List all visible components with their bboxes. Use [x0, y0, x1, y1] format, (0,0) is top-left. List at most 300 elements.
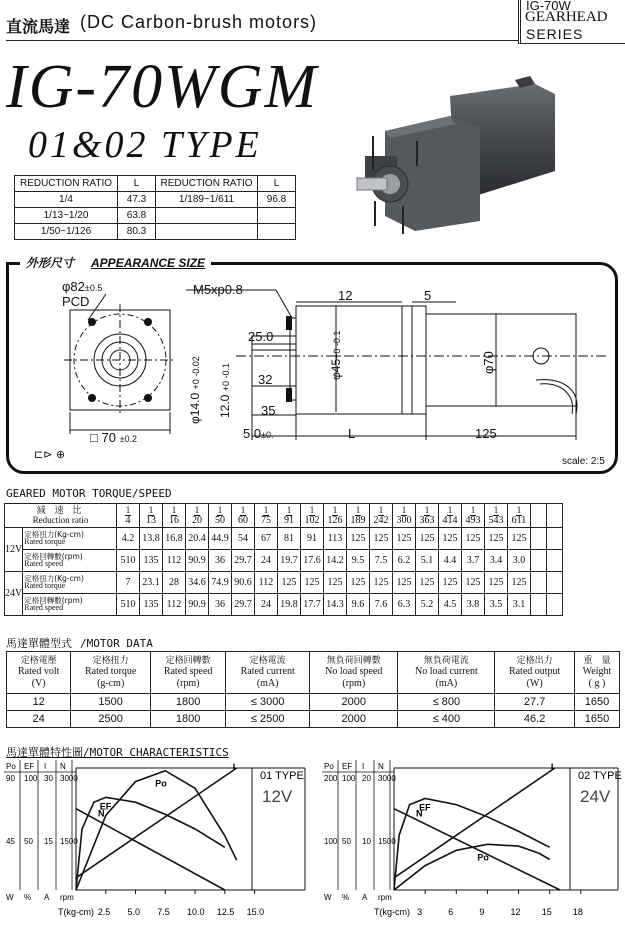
ratio-numerator: 1 — [332, 505, 338, 515]
table-cell: 125 — [370, 528, 393, 550]
table-cell — [258, 224, 296, 240]
table-cell: 28 — [163, 572, 186, 594]
projection-icon: ⊏⊳ ⊕ — [34, 448, 66, 461]
series-label-po: Po — [477, 852, 489, 863]
dim-key12: 12.0 +0 -0.1 — [218, 363, 232, 418]
table-cell: 1/50~1/126 — [15, 224, 118, 240]
axis-top-label: 200 — [324, 774, 338, 783]
motor-header-en: Rated volt — [18, 666, 60, 678]
ratio-fraction — [466, 506, 481, 526]
motor-header-unit: (rpm) — [342, 677, 366, 689]
table-cell: 125 — [508, 528, 531, 550]
characteristics-title-en: /MOTOR CHARACTERISTICS — [83, 746, 229, 759]
table-cell: 2000 — [310, 711, 398, 728]
voltage-cell: 12V — [5, 528, 23, 572]
table-cell-empty — [547, 550, 563, 572]
ratio-header-3: REDUCTION RATIO — [156, 176, 258, 192]
table-cell: 1800 — [150, 694, 225, 711]
motor-header-unit: (V) — [31, 677, 46, 689]
ratio-cell — [462, 504, 485, 528]
dim-25: 25.0 — [248, 329, 274, 344]
table-cell: 1800 — [150, 711, 225, 728]
table-cell: 12 — [7, 694, 71, 711]
table-cell: 90.6 — [232, 572, 255, 594]
dim-screw: M5xp0.8 — [193, 282, 243, 297]
table-cell: 46.2 — [495, 711, 575, 728]
motor-photo — [355, 76, 570, 236]
row-label-zh: 定格扭力(Kg-cm) — [24, 529, 84, 539]
ratio-fraction — [215, 506, 225, 526]
table-cell: 7.5 — [370, 550, 393, 572]
table-cell: 1500 — [71, 694, 151, 711]
table-row — [15, 208, 296, 224]
motor-header-zh: 定格電壓 — [20, 655, 57, 666]
axis-mid-label: 1500 — [60, 837, 78, 846]
header — [0, 0, 625, 46]
table-cell: 17.7 — [301, 594, 324, 616]
table-cell: 4.2 — [117, 528, 140, 550]
axis-header-label: EF — [342, 762, 353, 771]
table-cell-empty — [531, 594, 547, 616]
table-cell: 125 — [393, 528, 416, 550]
ratio-denominator: 300 — [396, 515, 412, 526]
table-cell: 80.3 — [118, 224, 156, 240]
table-cell: 19.7 — [278, 550, 301, 572]
table-cell: 125 — [324, 572, 347, 594]
dim-boss45: φ45+0 -0.1 — [329, 330, 343, 380]
series-label-ef: EF — [419, 802, 431, 813]
table-cell: 7 — [117, 572, 140, 594]
axis-header-label: EF — [24, 762, 35, 771]
axis-unit-label: A — [362, 893, 368, 902]
motor-data-title-zh: 馬達單體型式 — [6, 637, 72, 650]
motor-header-en: No load current — [415, 666, 478, 678]
table-cell: 81 — [278, 528, 301, 550]
scale-label: scale: 2:5 — [562, 456, 605, 467]
appearance-title-en: APPEARANCE SIZE — [91, 256, 206, 270]
ratio-numerator: 1 — [194, 505, 200, 515]
type-title: 01&02 TYPE — [28, 124, 262, 166]
table-cell-empty — [547, 594, 563, 616]
table-cell: ≤ 2500 — [226, 711, 310, 728]
table-cell: 125 — [462, 528, 485, 550]
ratio-denominator: 20 — [192, 515, 202, 526]
table-cell: 125 — [347, 572, 370, 594]
axis-header-label: I — [44, 762, 47, 771]
ratio-numerator: 1 — [171, 505, 177, 515]
table-cell: 74.9 — [209, 572, 232, 594]
table-cell: 4.4 — [439, 550, 462, 572]
table-cell: 3.5 — [485, 594, 508, 616]
table-row — [5, 550, 563, 572]
motor-header-cell — [71, 652, 151, 694]
ratio-empty — [547, 504, 563, 528]
motor-header-en: Rated current — [240, 666, 295, 678]
ratio-fraction — [125, 506, 132, 526]
x-axis-label: T(kg-cm) — [374, 907, 410, 917]
ratio-fraction — [238, 506, 248, 526]
motor-header-cell — [310, 652, 398, 694]
chart-frame — [394, 768, 570, 890]
table-cell: 5.2 — [416, 594, 439, 616]
table-cell: 125 — [416, 528, 439, 550]
dim-5: 5 — [424, 288, 432, 303]
ratio-denominator: 363 — [419, 515, 435, 526]
table-cell-empty — [531, 572, 547, 594]
row-label-zh: 定格回轉數(rpm) — [24, 595, 83, 605]
ratio-cell — [508, 504, 531, 528]
axis-top-label: 3000 — [378, 774, 396, 783]
ratio-cell — [416, 504, 439, 528]
table-cell: 5.1 — [416, 550, 439, 572]
table-cell: 125 — [439, 572, 462, 594]
ratio-cell — [324, 504, 347, 528]
table-cell: 19.8 — [278, 594, 301, 616]
table-cell: 2500 — [71, 711, 151, 728]
ratio-numerator: 1 — [378, 505, 384, 515]
ratio-empty — [531, 504, 547, 528]
ratio-denominator: 189 — [350, 515, 366, 526]
table-cell: 125 — [508, 572, 531, 594]
model-title: IG-70WGM — [6, 53, 319, 121]
table-cell: 125 — [439, 528, 462, 550]
table-cell: 20.4 — [186, 528, 209, 550]
row-label-en: Rated speed — [24, 559, 64, 569]
motor-header-zh: 無負荷電流 — [423, 655, 469, 666]
motor-header-zh: 重 量 — [583, 655, 611, 666]
motor-data-header — [7, 652, 620, 694]
table-cell: 125 — [485, 572, 508, 594]
ratio-fraction — [351, 506, 366, 526]
dim-125: 125 — [475, 426, 497, 441]
series-label-po: Po — [155, 778, 167, 789]
axis-header-label: N — [378, 762, 384, 771]
table-row — [7, 711, 620, 728]
series-label-n: N — [98, 808, 105, 819]
table-cell: 29.7 — [232, 594, 255, 616]
table-cell: 3.7 — [462, 550, 485, 572]
ratio-cell — [140, 504, 163, 528]
row-label — [23, 550, 117, 572]
axis-unit-label: A — [44, 893, 50, 902]
axis-header-label: I — [362, 762, 365, 771]
table-cell-empty — [531, 528, 547, 550]
table-cell: 17.6 — [301, 550, 324, 572]
chart-title: 02 TYPE — [578, 770, 622, 782]
axis-unit-label: W — [324, 893, 332, 902]
ratio-numerator: 1 — [286, 505, 292, 515]
ratio-denominator: 414 — [442, 515, 458, 526]
series-line-n — [76, 809, 225, 890]
dim-32: 32 — [258, 372, 273, 387]
series-label-i: I — [550, 762, 554, 772]
table-cell: 24 — [255, 594, 278, 616]
table-cell: 24 — [7, 711, 71, 728]
ratio-numerator: 1 — [263, 505, 269, 515]
ratio-numerator: 1 — [125, 505, 131, 515]
table-cell: 23.1 — [140, 572, 163, 594]
characteristics-title — [6, 744, 229, 760]
ratio-fraction — [169, 506, 179, 526]
ratio-denominator: 242 — [373, 515, 389, 526]
motor-header-cell — [7, 652, 71, 694]
characteristics-chart-01 — [4, 760, 309, 920]
motor-header-unit: (mA) — [435, 677, 458, 689]
table-cell: 125 — [347, 528, 370, 550]
axis-top-label: 90 — [6, 774, 15, 783]
table-cell: 91 — [301, 528, 324, 550]
ratio-fraction — [284, 506, 294, 526]
axis-unit-label: rpm — [60, 893, 74, 902]
ratio-numerator: 1 — [447, 505, 453, 515]
ratio-fraction — [146, 506, 156, 526]
ratio-denominator: 16 — [169, 515, 179, 526]
ratio-denominator: 91 — [284, 515, 294, 526]
table-cell: 112 — [163, 550, 186, 572]
axis-top-label: 20 — [362, 774, 371, 783]
ratio-fraction — [305, 506, 320, 526]
x-tick-label: 12.5 — [216, 907, 235, 917]
ratio-label-en: Reduction ratio — [32, 514, 89, 525]
table-cell-empty — [547, 572, 563, 594]
table-cell: 47.3 — [118, 192, 156, 208]
table-row — [5, 504, 563, 528]
dim-12: 12 — [338, 288, 353, 303]
x-tick-label: 9 — [479, 907, 485, 917]
motor-header-unit: (rpm) — [176, 677, 200, 689]
ratio-cell — [370, 504, 393, 528]
axis-header-label: Po — [6, 762, 16, 771]
chart-subtitle: 24V — [580, 787, 611, 806]
dim-L: L — [348, 426, 356, 441]
motor-header-unit: (g-cm) — [97, 677, 125, 689]
ratio-cell — [163, 504, 186, 528]
ratio-cell — [347, 504, 370, 528]
ratio-numerator: 1 — [470, 505, 476, 515]
ratio-fraction — [192, 506, 202, 526]
table-cell: 135 — [140, 550, 163, 572]
axis-top-label: 3000 — [60, 774, 78, 783]
motor-header-zh: 定格電流 — [249, 655, 286, 666]
ratio-cell — [439, 504, 462, 528]
x-tick-label: 15 — [541, 907, 552, 917]
ratio-cell — [255, 504, 278, 528]
table-row — [5, 594, 563, 616]
table-cell-empty — [531, 550, 547, 572]
ratio-denominator: 75 — [261, 515, 271, 526]
dim-70: φ70 — [481, 351, 496, 374]
motor-header-zh: 定格扭力 — [92, 655, 129, 666]
table-cell: 6.2 — [393, 550, 416, 572]
series-line-po — [394, 844, 550, 890]
ratio-table — [14, 175, 296, 240]
motor-header-zh: 定格出力 — [516, 655, 553, 666]
table-cell — [156, 224, 258, 240]
table-cell: 510 — [117, 594, 140, 616]
series-line-i — [394, 768, 555, 878]
table-cell: 63.8 — [118, 208, 156, 224]
axis-unit-label: % — [24, 893, 32, 902]
table-cell: 125 — [462, 572, 485, 594]
x-tick-label: 10.0 — [187, 907, 205, 917]
ratio-cell — [232, 504, 255, 528]
table-row — [5, 572, 563, 594]
motor-header-cell — [574, 652, 619, 694]
motor-header-cell — [495, 652, 575, 694]
ratio-cell — [485, 504, 508, 528]
ratio-denominator: 126 — [327, 515, 343, 526]
dim-shaft14: φ14.0 +0 -0.02 — [188, 356, 202, 424]
axis-mid-label: 50 — [24, 837, 33, 846]
axis-unit-label: rpm — [378, 893, 392, 902]
characteristics-title-zh: 馬達單體特性圖 — [6, 746, 83, 759]
chart-subtitle: 12V — [262, 787, 293, 806]
motor-header-en: Weight — [582, 666, 612, 678]
series-label-n: N — [416, 808, 423, 819]
motor-header-zh: 無負荷回轉數 — [326, 655, 381, 666]
table-cell: 135 — [140, 594, 163, 616]
row-label-en: Rated speed — [24, 603, 64, 613]
table-row — [15, 224, 296, 240]
table-cell: 3.1 — [508, 594, 531, 616]
ratio-numerator: 1 — [516, 505, 522, 515]
series-label-i: I — [232, 762, 236, 772]
table-cell: ≤ 800 — [398, 694, 495, 711]
dim-5b: 5.0±0. — [243, 426, 274, 441]
category-zh: 直流馬達 — [6, 17, 71, 36]
axis-mid-label: 50 — [342, 837, 351, 846]
motor-header-unit: (W) — [526, 677, 543, 689]
ratio-header-2: L — [118, 176, 156, 192]
table-cell: 13.8 — [140, 528, 163, 550]
table-cell: 9.6 — [347, 594, 370, 616]
table-cell: 1/13~1/20 — [15, 208, 118, 224]
ratio-numerator: 1 — [355, 505, 361, 515]
characteristics-chart-02 — [322, 760, 622, 920]
ratio-numerator: 1 — [309, 505, 315, 515]
motor-header-en: Rated speed — [163, 666, 213, 678]
ratio-denominator: 493 — [465, 515, 481, 526]
table-cell: 36 — [209, 550, 232, 572]
axis-unit-label: W — [6, 893, 14, 902]
table-cell: 4.5 — [439, 594, 462, 616]
row-label — [23, 572, 117, 594]
ratio-label-zh: 減 速 比 — [36, 505, 85, 516]
x-tick-label: 12 — [510, 907, 521, 917]
axis-header-label: N — [60, 762, 66, 771]
motor-data-table — [6, 651, 620, 728]
table-cell: 3.8 — [462, 594, 485, 616]
ratio-denominator: 543 — [488, 515, 504, 526]
motor-header-cell — [398, 652, 495, 694]
ratio-cell — [209, 504, 232, 528]
row-label — [23, 594, 117, 616]
motor-header-unit: (mA) — [256, 677, 279, 689]
appearance-title-zh: 外形尺寸 — [26, 256, 75, 270]
axis-top-label: 30 — [44, 774, 53, 783]
ratio-numerator: 1 — [493, 505, 499, 515]
table-cell: 90.9 — [186, 594, 209, 616]
ratio-header-4: L — [258, 176, 296, 192]
ratio-table-header — [15, 176, 296, 192]
row-label-zh: 定格回轉數(rpm) — [24, 551, 83, 561]
motor-data-title-en: /MOTOR DATA — [80, 637, 153, 650]
ratio-fraction — [420, 506, 435, 526]
table-cell-empty — [547, 528, 563, 550]
x-tick-label: 18 — [572, 907, 583, 917]
table-cell: 14.2 — [324, 550, 347, 572]
row-label — [23, 528, 117, 550]
voltage-cell: 24V — [5, 572, 23, 616]
table-cell: 1/189~1/611 — [156, 192, 258, 208]
motor-header-unit: ( g ) — [588, 677, 606, 689]
category-en: (DC Carbon-brush motors) — [80, 12, 318, 32]
table-cell: 54 — [232, 528, 255, 550]
x-axis-label: T(kg-cm) — [58, 907, 94, 917]
axis-mid-label: 15 — [44, 837, 53, 846]
ratio-fraction — [443, 506, 458, 526]
ratio-cell — [301, 504, 324, 528]
table-cell: 96.8 — [258, 192, 296, 208]
table-cell: 112 — [163, 594, 186, 616]
table-cell: 67 — [255, 528, 278, 550]
table-cell: 29.7 — [232, 550, 255, 572]
ratio-fraction — [397, 506, 412, 526]
ratio-cell — [117, 504, 140, 528]
table-cell: 9.5 — [347, 550, 370, 572]
motor-header-cell — [150, 652, 225, 694]
table-cell: 3.0 — [508, 550, 531, 572]
table-cell: 2000 — [310, 694, 398, 711]
ratio-denominator: 4 — [125, 515, 131, 526]
table-cell: 44.9 — [209, 528, 232, 550]
series-label-ef: EF — [99, 801, 112, 812]
table-cell: 125 — [278, 572, 301, 594]
series-model: IG-70W — [526, 0, 571, 13]
ratio-fraction — [374, 506, 389, 526]
table-cell: 90.9 — [186, 550, 209, 572]
axis-mid-label: 100 — [324, 837, 338, 846]
table-cell: ≤ 400 — [398, 711, 495, 728]
table-cell: 125 — [416, 572, 439, 594]
header-rule — [6, 40, 518, 41]
axis-mid-label: 45 — [6, 837, 15, 846]
chart-title: 01 TYPE — [260, 770, 304, 782]
ratio-numerator: 1 — [424, 505, 430, 515]
table-cell: ≤ 3000 — [226, 694, 310, 711]
ratio-fraction — [512, 506, 527, 526]
row-label-en: Rated torque — [24, 581, 66, 591]
table-cell: 1650 — [574, 711, 619, 728]
table-row — [5, 528, 563, 550]
ratio-denominator: 60 — [238, 515, 248, 526]
ratio-numerator: 1 — [217, 505, 223, 515]
table-cell: 24 — [255, 550, 278, 572]
dim-pcd: PCD — [62, 294, 90, 309]
x-tick-label: 3 — [417, 907, 423, 917]
ratio-cell — [186, 504, 209, 528]
table-cell: 125 — [393, 572, 416, 594]
dim-pcd-dia: φ82±0.5 — [62, 279, 103, 294]
row-label-en: Rated torque — [24, 537, 66, 547]
table-cell: 112 — [255, 572, 278, 594]
table-row — [15, 192, 296, 208]
row-label-zh: 定格扭力(Kg-cm) — [24, 573, 84, 583]
motor-header-en: No load speed — [325, 666, 383, 678]
motor-header-en: Rated torque — [84, 666, 137, 678]
table-cell: 7.6 — [370, 594, 393, 616]
ratio-header-1: REDUCTION RATIO — [15, 176, 118, 192]
